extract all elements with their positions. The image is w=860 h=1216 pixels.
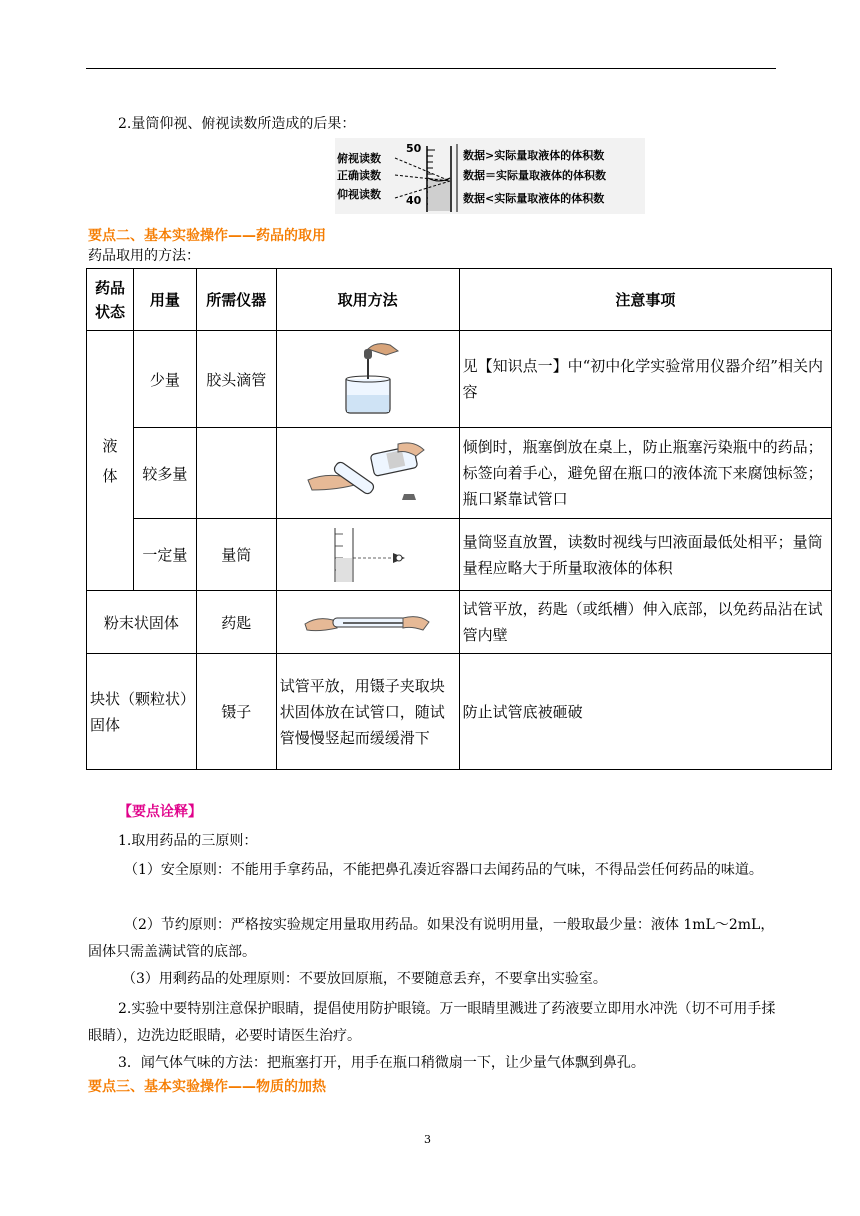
note-powder: 试管平放，药匙（或纸槽）伸入底部，以免药品沾在试管内壁 <box>459 591 831 654</box>
header-rule <box>86 68 776 69</box>
result-overlook: 数据>实际量取液体的体积数 <box>463 149 605 162</box>
correct-label: 正确读数 <box>337 169 381 182</box>
cylinder-illustration-cell <box>276 519 459 591</box>
table-row <box>87 331 832 428</box>
header-amount: 用量 <box>133 269 196 331</box>
page-number: 3 <box>424 1133 431 1146</box>
principles-heading: 1.取用药品的三原则： <box>118 833 258 849</box>
amount-more: 较多量 <box>133 428 196 519</box>
tick-50: 50 <box>406 142 422 155</box>
state-powder: 粉末状固体 <box>87 591 197 654</box>
note-lump: 防止试管底被砸破 <box>459 654 831 770</box>
upward-label: 仰视读数 <box>337 188 381 201</box>
note-fixed: 量筒竖直放置，读数时视线与凹液面最低处相平；量筒量程应略大于所量取液体的体积 <box>459 519 831 591</box>
cylinder-illustration <box>313 524 423 586</box>
smell-method: 3．闻气体气味的方法：把瓶塞打开，用手在瓶口稍微扇一下，让少量气体飘到鼻孔。 <box>118 1055 645 1071</box>
result-correct: 数据＝实际量取液体的体积数 <box>463 169 606 182</box>
spoon-illustration <box>303 602 433 642</box>
dropper-illustration <box>328 339 408 419</box>
table-row <box>87 428 832 519</box>
table-row <box>87 591 832 654</box>
table-header-row <box>87 269 832 331</box>
header-notes: 注意事项 <box>459 269 831 331</box>
cylinder-reading-figure <box>335 138 645 214</box>
result-upward: 数据<实际量取液体的体积数 <box>463 192 605 205</box>
medicine-table <box>86 268 832 770</box>
principle-safety: （1）安全原则：不能用手拿药品，不能把鼻孔凑近容器口去闻药品的气味，不得品尝任何药品的味道。 <box>124 862 763 878</box>
eye-protection: 2.实验中要特别注意保护眼睛，提倡使用防护眼镜。万一眼睛里溅进了药液要立即用水冲洗（切不可用手揉眼睛），边洗边眨眼睛，必要时请医生治疗。 <box>88 1001 776 1044</box>
instrument-tweezers: 镊子 <box>196 654 276 770</box>
overlook-label: 俯视读数 <box>337 152 381 165</box>
table-row <box>87 519 832 591</box>
note-more: 倾倒时，瓶塞倒放在桌上，防止瓶塞污染瓶中的药品；标签向着手心，避免留在瓶口的液体流下来腐蚀标签；瓶口紧靠试管口 <box>459 428 831 519</box>
principle-leftover: （3）用剩药品的处理原则：不要放回原瓶，不要随意丢弃，不要拿出实验室。 <box>122 971 607 987</box>
explain-title: 【要点诠释】 <box>118 804 202 820</box>
note-small: 见【知识点一】中“初中化学实验常用仪器介绍”相关内容 <box>459 331 831 428</box>
instrument-dropper: 胶头滴管 <box>196 331 276 428</box>
pouring-illustration <box>298 436 438 510</box>
state-lump <box>87 654 197 770</box>
instrument-spoon: 药匙 <box>196 591 276 654</box>
header-instrument: 所需仪器 <box>196 269 276 331</box>
section3-title: 要点三、基本实验操作——物质的加热 <box>88 1079 326 1095</box>
instrument-cylinder: 量筒 <box>196 519 276 591</box>
dropper-illustration-cell <box>276 331 459 428</box>
header-method: 取用方法 <box>276 269 459 331</box>
principle-economy: （2）节约原则：严格按实验规定用量取用药品。如果没有说明用量，一般取最少量：液体 1mL～2mL，固体只需盖满试管的底部。 <box>88 917 775 960</box>
amount-small: 少量 <box>133 331 196 428</box>
section2-intro: 药品取用的方法： <box>88 248 200 264</box>
amount-fixed: 一定量 <box>133 519 196 591</box>
spoon-illustration-cell <box>276 591 459 654</box>
instrument-empty <box>196 428 276 519</box>
state-lump-text: 块状（颗粒状）固体 <box>90 689 188 734</box>
liquid-state-cell <box>87 331 134 591</box>
pouring-illustration-cell <box>276 428 459 519</box>
method-lump: 试管平放，用镊子夹取块状固体放在试管口，随试管慢慢竖起而缓缓滑下 <box>276 654 459 770</box>
liquid-state-text: 液体 <box>102 436 118 485</box>
header-state: 药品状态 <box>87 269 134 331</box>
tick-40: 40 <box>406 194 422 207</box>
section2-title: 要点二、基本实验操作——药品的取用 <box>88 228 326 244</box>
item-2-text: 2.量筒仰视、俯视读数所造成的后果： <box>118 116 356 132</box>
table-row <box>87 654 832 770</box>
